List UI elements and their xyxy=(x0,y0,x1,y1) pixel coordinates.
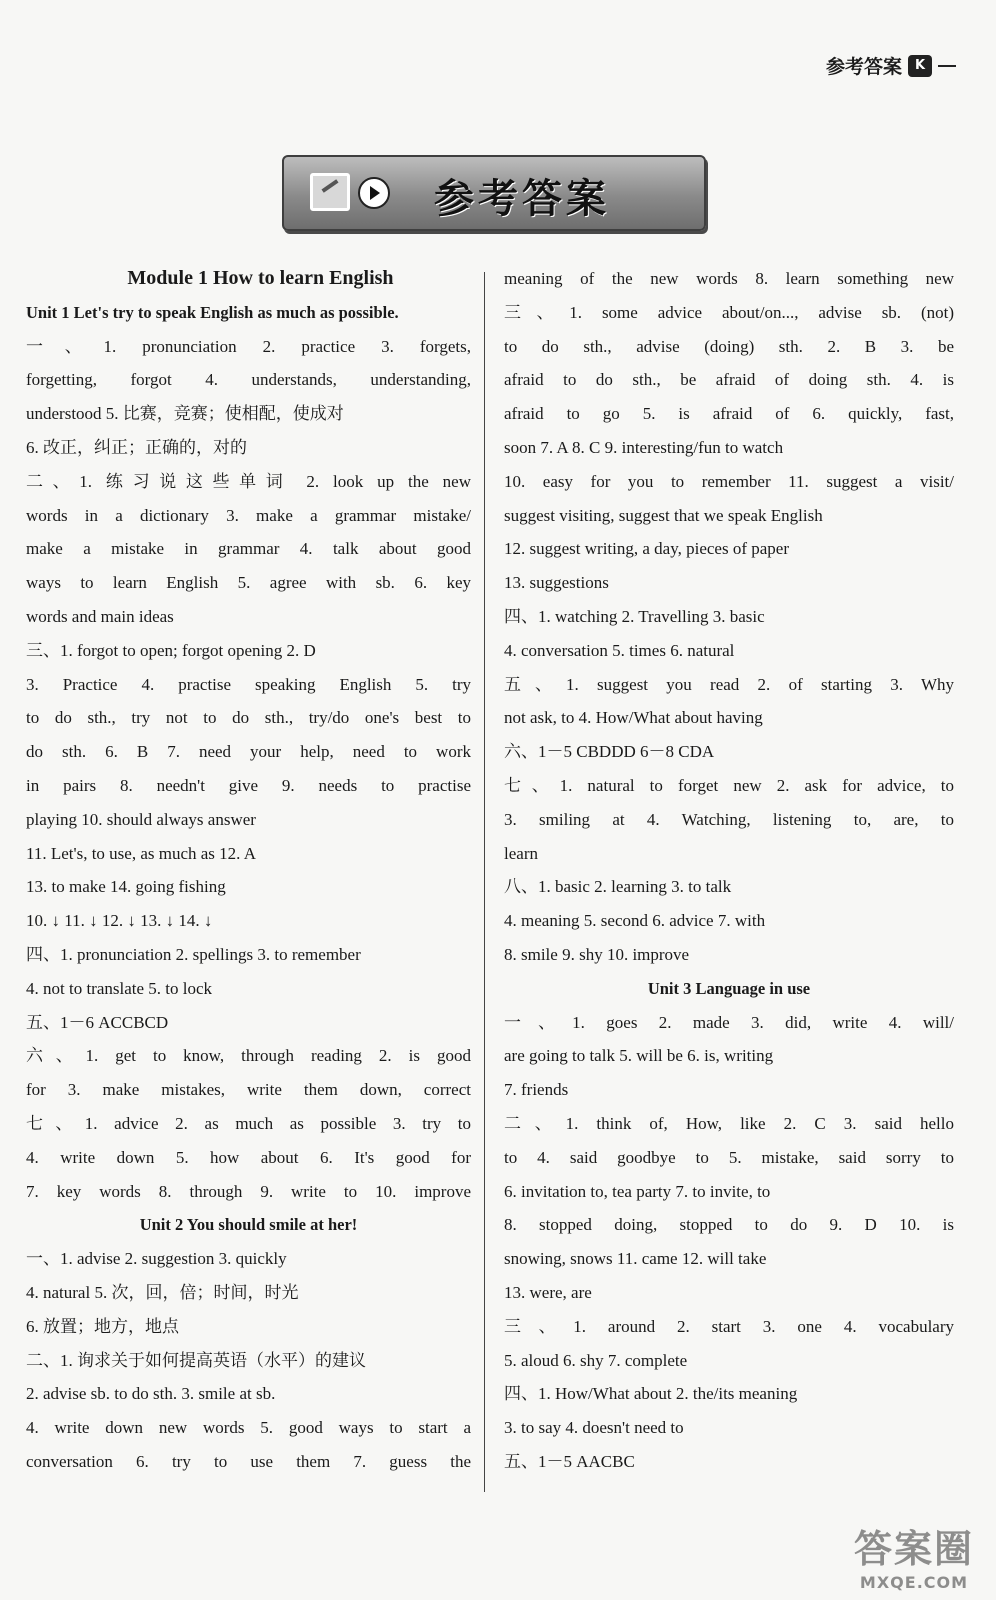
answer-line: 七、1. advice 2. as much as possible 3. try to xyxy=(26,1113,471,1133)
running-header xyxy=(826,52,956,79)
answer-line: 4. conversation 5. times 6. natural xyxy=(504,640,735,660)
column-divider xyxy=(484,272,485,1492)
answer-line: 4. not to translate 5. to lock xyxy=(26,978,213,998)
answer-line: 13. suggestions xyxy=(504,573,609,593)
answer-line: 八、1. basic 2. learning 3. to talk xyxy=(504,877,732,897)
answer-line: 11. Let's, to use, as much as 12. A xyxy=(26,843,257,863)
answer-line: 五、1. suggest you read 2. of starting 3. Why xyxy=(504,674,954,694)
answer-line: ways to learn English 5. agree with sb. 6. key xyxy=(26,573,471,593)
answer-line: 三、1. some advice about/on..., advise sb. (not) xyxy=(504,302,954,322)
answer-line: 2. advise sb. to do sth. 3. smile at sb. xyxy=(26,1384,276,1404)
running-title: 参考答案 xyxy=(825,56,902,78)
answer-line: 七、1. natural to forget new 2. ask for advice, to xyxy=(504,775,954,795)
answer-line: 二、1. 练习说这些单词 2. look up the new xyxy=(26,471,471,491)
header-rule xyxy=(938,65,956,67)
answer-line: 五、1－6 ACCBCD xyxy=(26,1012,169,1032)
answer-line: 7. friends xyxy=(504,1080,569,1100)
answer-line: snowing, snows 11. came 12. will take xyxy=(504,1249,767,1269)
module-title: Module 1 How to learn English xyxy=(127,267,394,289)
answer-line: 8. smile 9. shy 10. improve xyxy=(504,944,690,964)
answer-line: 4. natural 5. 次，回，倍；时间，时光 xyxy=(26,1282,299,1302)
answer-line: 六、1－5 CBDDD 6－8 CDA xyxy=(504,742,715,762)
chapter-mark-icon: K xyxy=(908,55,932,77)
watermark-en: MXQE.COM xyxy=(859,1573,969,1592)
answer-line: 三、1. forgot to open; forgot opening 2. D xyxy=(26,640,316,660)
answer-line: not ask, to 4. How/What about having xyxy=(504,708,763,728)
answer-line: 7. key words 8. through 9. write to 10. improve xyxy=(26,1181,471,1201)
answer-line: 3. to say 4. doesn't need to xyxy=(504,1418,684,1438)
answer-line: 3. smiling at 4. Watching, listening to, are, to xyxy=(504,809,954,829)
answer-line: words and main ideas xyxy=(26,606,174,626)
answer-line: 3. Practice 4. practise speaking English 5. try xyxy=(26,674,471,694)
answer-line: 4. meaning 5. second 6. advice 7. with xyxy=(504,911,766,931)
answer-line: understood 5. 比赛，竞赛；使相配，使成对 xyxy=(26,404,344,424)
answer-line: 12. suggest writing, a day, pieces of paper xyxy=(504,539,789,559)
answer-line: 13. to make 14. going fishing xyxy=(26,877,226,897)
answer-line: 四、1. How/What about 2. the/its meaning xyxy=(504,1384,798,1404)
answer-line: 五、1－5 AACBC xyxy=(504,1451,635,1471)
answer-line: do sth. 6. B 7. need your help, need to work xyxy=(26,742,471,762)
answer-line: 一、1. pronunciation 2. practice 3. forgets, xyxy=(26,336,471,356)
banner-title: 参考答案 xyxy=(434,175,610,222)
answer-line: 六、1. get to know, through reading 2. is good xyxy=(26,1046,471,1066)
answer-line: 6. 放置；地方，地点 xyxy=(26,1316,179,1336)
unit-title: Unit 3 Language in use xyxy=(647,978,811,998)
answer-line: afraid to go 5. is afraid of 6. quickly, fast, xyxy=(504,404,954,424)
notepad-icon xyxy=(310,173,350,211)
answer-line: playing 10. should always answer xyxy=(26,809,256,829)
answer-line: conversation 6. try to use them 7. guess the xyxy=(26,1451,471,1471)
watermark-cn: 答案圈 xyxy=(853,1527,974,1571)
left-column xyxy=(26,262,471,1479)
answer-line: words in a dictionary 3. make a grammar mistake/ xyxy=(26,505,471,525)
site-watermark xyxy=(854,1518,974,1592)
answer-line: are going to talk 5. will be 6. is, writing xyxy=(504,1046,774,1066)
answer-line: 6. 改正，纠正；正确的，对的 xyxy=(26,437,247,457)
answer-line: 6. invitation to, tea party 7. to invite, to xyxy=(504,1181,771,1201)
answer-line: for 3. make mistakes, write them down, correct xyxy=(26,1080,471,1100)
answer-line: to do sth., advise (doing) sth. 2. B 3. be xyxy=(504,336,954,356)
answer-line: 10. easy for you to remember 11. suggest a visit/ xyxy=(504,471,954,491)
answer-line: 三、1. around 2. start 3. one 4. vocabulary xyxy=(504,1316,954,1336)
answer-line: forgetting, forgot 4. understands, understanding, xyxy=(26,370,471,390)
answer-line: to 4. said goodbye to 5. mistake, said sorry to xyxy=(504,1147,954,1167)
answer-line: suggest visiting, suggest that we speak English xyxy=(504,505,823,525)
answer-line: afraid to do sth., be afraid of doing sth. 4. is xyxy=(504,370,954,390)
answer-line: 二、1. think of, How, like 2. C 3. said hello xyxy=(504,1113,954,1133)
answer-line: to do sth., try not to do sth., try/do one's best to xyxy=(26,708,471,728)
answer-line: 8. stopped doing, stopped to do 9. D 10. is xyxy=(504,1215,954,1235)
answer-line: soon 7. A 8. C 9. interesting/fun to watch xyxy=(504,437,784,457)
answer-line: 四、1. watching 2. Travelling 3. basic xyxy=(504,606,765,626)
answer-line: meaning of the new words 8. learn something new xyxy=(504,269,954,288)
answer-line: in pairs 8. needn't give 9. needs to practise xyxy=(26,775,471,795)
answer-line: 一、1. goes 2. made 3. did, write 4. will/ xyxy=(504,1012,954,1032)
answer-line: 4. write down new words 5. good ways to start a xyxy=(26,1418,471,1438)
answer-line: 10. ↓ 11. ↓ 12. ↓ 13. ↓ 14. ↓ xyxy=(26,911,213,931)
right-column xyxy=(504,262,954,1479)
answer-line: learn xyxy=(504,843,538,863)
answer-line: 四、1. pronunciation 2. spellings 3. to remember xyxy=(26,944,361,964)
answer-line: 13. were, are xyxy=(504,1282,592,1302)
unit-title: Unit 2 You should smile at her! xyxy=(139,1215,358,1235)
play-icon xyxy=(358,177,390,209)
answer-line: 二、1. 询求关于如何提高英语（水平）的建议 xyxy=(26,1350,366,1370)
title-banner xyxy=(282,155,706,231)
answer-line: make a mistake in grammar 4. talk about good xyxy=(26,539,471,559)
answer-line: 5. aloud 6. shy 7. complete xyxy=(504,1350,688,1370)
answer-line: 4. write down 5. how about 6. It's good for xyxy=(26,1147,471,1167)
answer-line: 一、1. advise 2. suggestion 3. quickly xyxy=(26,1249,287,1269)
unit-title: Unit 1 Let's try to speak English as much as possible. xyxy=(26,302,399,322)
